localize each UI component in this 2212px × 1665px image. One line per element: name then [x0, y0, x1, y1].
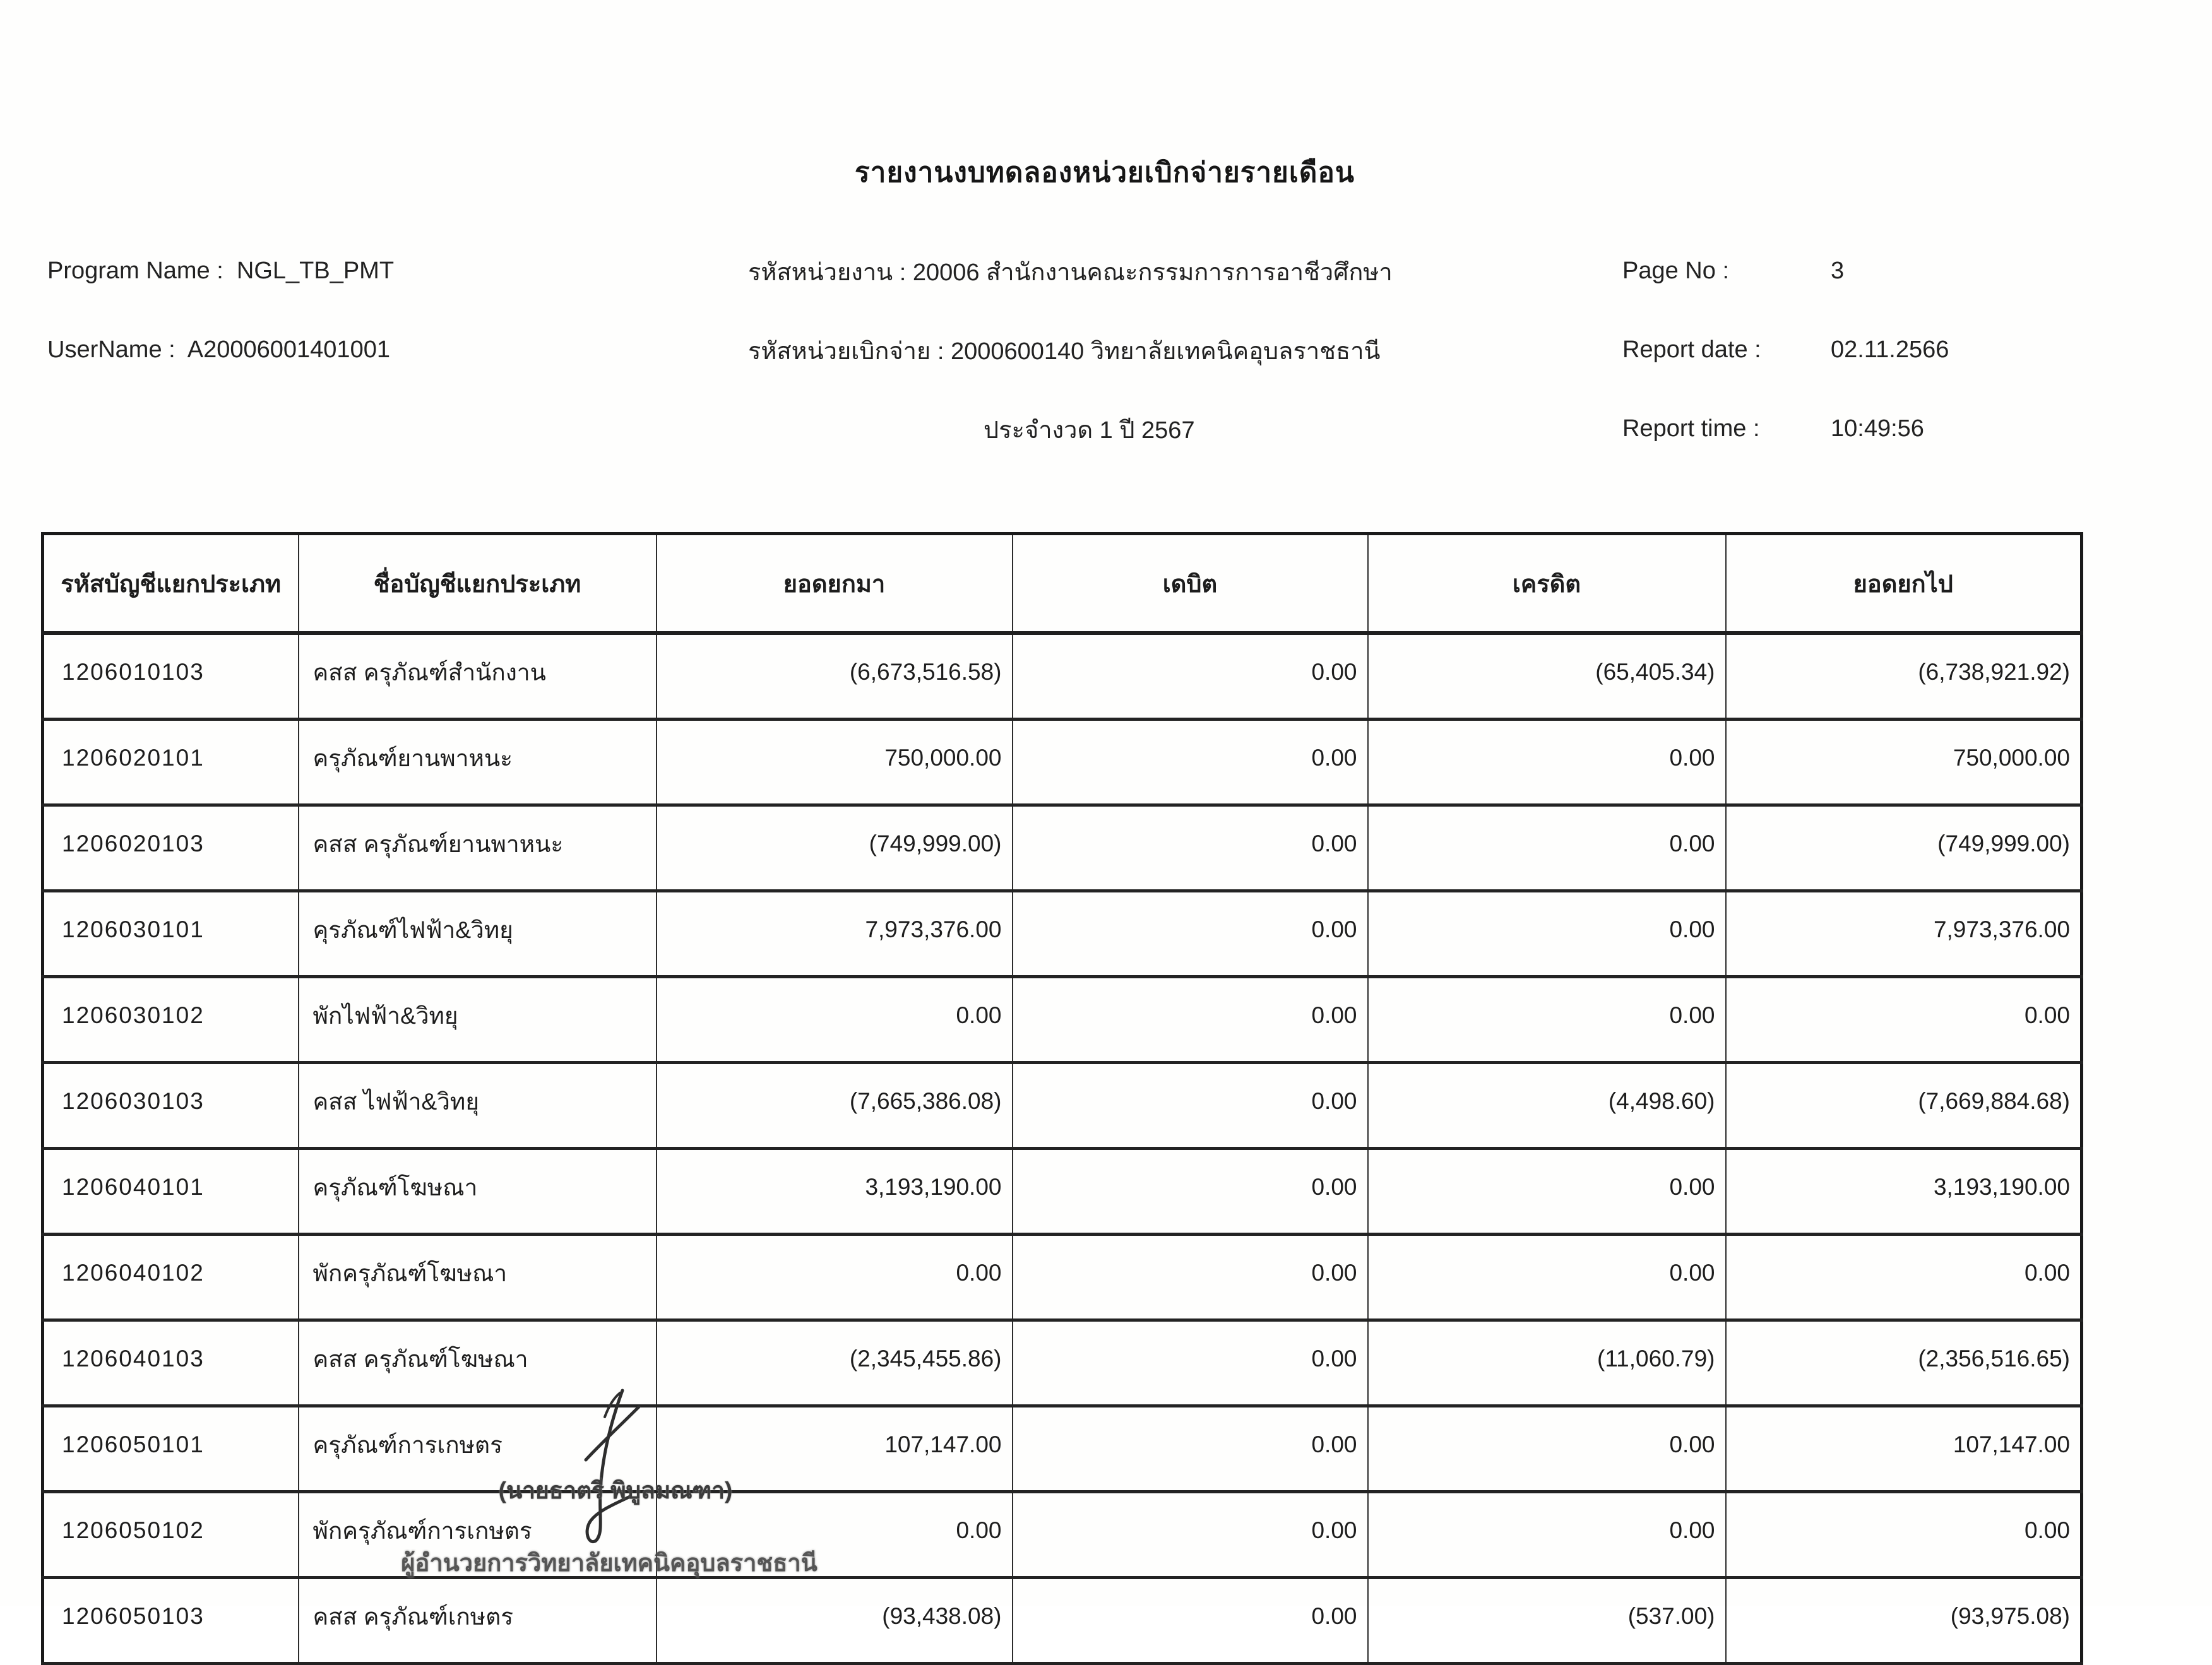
table-cell: (749,999.00): [1726, 805, 2082, 891]
table-cell: คสส ครุภัณฑ์ยานพาหนะ: [299, 805, 657, 891]
table-cell: 0.00: [1726, 977, 2082, 1063]
table-cell: 1206020103: [43, 805, 299, 891]
table-cell: (65,405.34): [1368, 633, 1726, 720]
table-row: [43, 1235, 2082, 1320]
table-cell: คุรภัณฑ์ไฟฟ้า&วิทยุ: [299, 891, 657, 977]
table-cell: 0.00: [1013, 1149, 1368, 1235]
table-cell: 0.00: [1013, 1406, 1368, 1492]
table-row: [43, 1406, 2082, 1492]
report-date-line: [1622, 336, 1949, 364]
table-cell: 7,973,376.00: [657, 891, 1013, 977]
username-value: A20006001401001: [187, 336, 390, 363]
col-header-account-name: ชื่อบัญชีแยกประเภท: [299, 534, 657, 634]
report-time-label: Report time :: [1622, 415, 1760, 442]
table-row: [43, 1578, 2082, 1664]
table-cell: 0.00: [1013, 1578, 1368, 1664]
table-cell: ครุภัณฑ์การเกษตร: [299, 1406, 657, 1492]
table-cell: (6,738,921.92): [1726, 633, 2082, 720]
table-row: [43, 805, 2082, 891]
page-no-line: [1622, 258, 1844, 285]
table-row: [43, 1063, 2082, 1149]
handwritten-signature: [567, 1379, 662, 1556]
table-cell: 0.00: [1013, 720, 1368, 805]
table-cell: 1206040103: [43, 1320, 299, 1406]
table-cell: (11,060.79): [1368, 1320, 1726, 1406]
page-no-value: 3: [1831, 258, 1845, 284]
signatory-title: ผู้อำนวยการวิทยาลัยเทคนิคอุบลราชธานี: [401, 1550, 818, 1577]
table-cell: 107,147.00: [1726, 1406, 2082, 1492]
program-name-line: [47, 258, 394, 285]
table-cell: (7,669,884.68): [1726, 1063, 2082, 1149]
table-cell: 1206050101: [43, 1406, 299, 1492]
table-cell: 0.00: [1368, 1235, 1726, 1320]
table-cell: คสส ไฟฟ้า&วิทยุ: [299, 1063, 657, 1149]
username-line: [47, 336, 390, 364]
table-cell: 750,000.00: [1726, 720, 2082, 805]
program-name-label: Program Name :: [47, 258, 223, 284]
table-row: [43, 1149, 2082, 1235]
table-cell: 3,193,190.00: [1726, 1149, 2082, 1235]
table-cell: (749,999.00): [657, 805, 1013, 891]
table-cell: คสส ครุภัณฑ์สำนักงาน: [299, 633, 657, 720]
table-cell: 0.00: [1726, 1492, 2082, 1578]
col-header-balance-brought-forward: ยอดยกมา: [657, 534, 1013, 634]
col-header-balance-carried-forward: ยอดยกไป: [1726, 534, 2082, 634]
table-cell: 0.00: [1368, 1406, 1726, 1492]
table-cell: 0.00: [1368, 1149, 1726, 1235]
table-cell: 0.00: [1013, 1492, 1368, 1578]
table-cell: 750,000.00: [657, 720, 1013, 805]
report-date-label: Report date :: [1622, 336, 1761, 363]
report-date-value: 02.11.2566: [1831, 336, 1949, 363]
table-cell: 0.00: [1013, 1235, 1368, 1320]
table-cell: 0.00: [1013, 891, 1368, 977]
table-cell: 0.00: [1013, 977, 1368, 1063]
table-cell: พักไฟฟ้า&วิทยุ: [299, 977, 657, 1063]
table-cell: 1206030103: [43, 1063, 299, 1149]
table-cell: 7,973,376.00: [1726, 891, 2082, 977]
table-cell: 0.00: [1368, 805, 1726, 891]
table-cell: 0.00: [1368, 891, 1726, 977]
table-cell: ครุภัณฑ์โฆษณา: [299, 1149, 657, 1235]
program-name-value: NGL_TB_PMT: [236, 258, 395, 284]
table-cell: (93,438.08): [657, 1578, 1013, 1664]
table-cell: (2,345,455.86): [657, 1320, 1013, 1406]
table-row: [43, 720, 2082, 805]
report-time-line: [1622, 415, 1924, 442]
table-cell: (4,498.60): [1368, 1063, 1726, 1149]
col-header-credit: เครดิต: [1368, 534, 1726, 634]
table-row: [43, 1492, 2082, 1578]
table-body: [43, 633, 2082, 1664]
table-cell: 0.00: [1368, 720, 1726, 805]
table-cell: (2,356,516.65): [1726, 1320, 2082, 1406]
trial-balance-table: [41, 532, 2083, 1665]
table-cell: (537.00): [1368, 1578, 1726, 1664]
table-cell: พักครุภัณฑ์โฆษณา: [299, 1235, 657, 1320]
table-cell: คสส ครุภัณฑ์โฆษณา: [299, 1320, 657, 1406]
table-cell: 0.00: [657, 1235, 1013, 1320]
report-time-value: 10:49:56: [1831, 415, 1924, 442]
table-row: [43, 1320, 2082, 1406]
table-cell: 1206030101: [43, 891, 299, 977]
table-cell: 0.00: [1726, 1235, 2082, 1320]
table-cell: 1206020101: [43, 720, 299, 805]
table-cell: 1206010103: [43, 633, 299, 720]
table-cell: 0.00: [657, 977, 1013, 1063]
table-cell: 1206030102: [43, 977, 299, 1063]
table-row: [43, 977, 2082, 1063]
table-cell: คสส ครุภัณฑ์เกษตร: [299, 1578, 657, 1664]
table-cell: 0.00: [1013, 1063, 1368, 1149]
col-header-account-code: รหัสบัญชีแยกประเภท: [43, 534, 299, 634]
period-line: ประจำงวด 1 ปี 2567: [984, 417, 1195, 444]
table-cell: (7,665,386.08): [657, 1063, 1013, 1149]
table-cell: 107,147.00: [657, 1406, 1013, 1492]
table-cell: 0.00: [1013, 633, 1368, 720]
table-row: [43, 891, 2082, 977]
page-no-label: Page No :: [1622, 258, 1729, 284]
table-cell: 0.00: [1013, 805, 1368, 891]
table-cell: 3,193,190.00: [657, 1149, 1013, 1235]
table-cell: 1206050103: [43, 1578, 299, 1664]
table-header-row: [43, 534, 2082, 634]
table-cell: 1206040102: [43, 1235, 299, 1320]
report-title: รายงานงบทดลองหน่วยเบิกจ่ายรายเดือน: [855, 157, 1355, 188]
table-cell: (6,673,516.58): [657, 633, 1013, 720]
table-cell: 0.00: [1368, 1492, 1726, 1578]
table-cell: 0.00: [1013, 1320, 1368, 1406]
table-cell: 0.00: [657, 1492, 1013, 1578]
table-cell: (93,975.08): [1726, 1578, 2082, 1664]
table-cell: 1206050102: [43, 1492, 299, 1578]
table-header: [43, 534, 2082, 634]
table-row: [43, 633, 2082, 720]
table-cell: พักครุภัณฑ์การเกษตร: [299, 1492, 657, 1578]
disbursement-unit-line: รหัสหน่วยเบิกจ่าย : 2000600140 วิทยาลัยเทคนิคอุบลราชธานี: [748, 338, 1381, 365]
table-cell: 1206040101: [43, 1149, 299, 1235]
signatory-name: (นายธาตรี พิบูลมณฑา): [498, 1478, 733, 1503]
table-cell: ครุภัณฑ์ยานพาหนะ: [299, 720, 657, 805]
username-label: UserName :: [47, 336, 175, 363]
agency-line: รหัสหน่วยงาน : 20006 สำนักงานคณะกรรมการการอาชีวศึกษา: [748, 259, 1393, 286]
col-header-debit: เดบิต: [1013, 534, 1368, 634]
table-cell: 0.00: [1368, 977, 1726, 1063]
